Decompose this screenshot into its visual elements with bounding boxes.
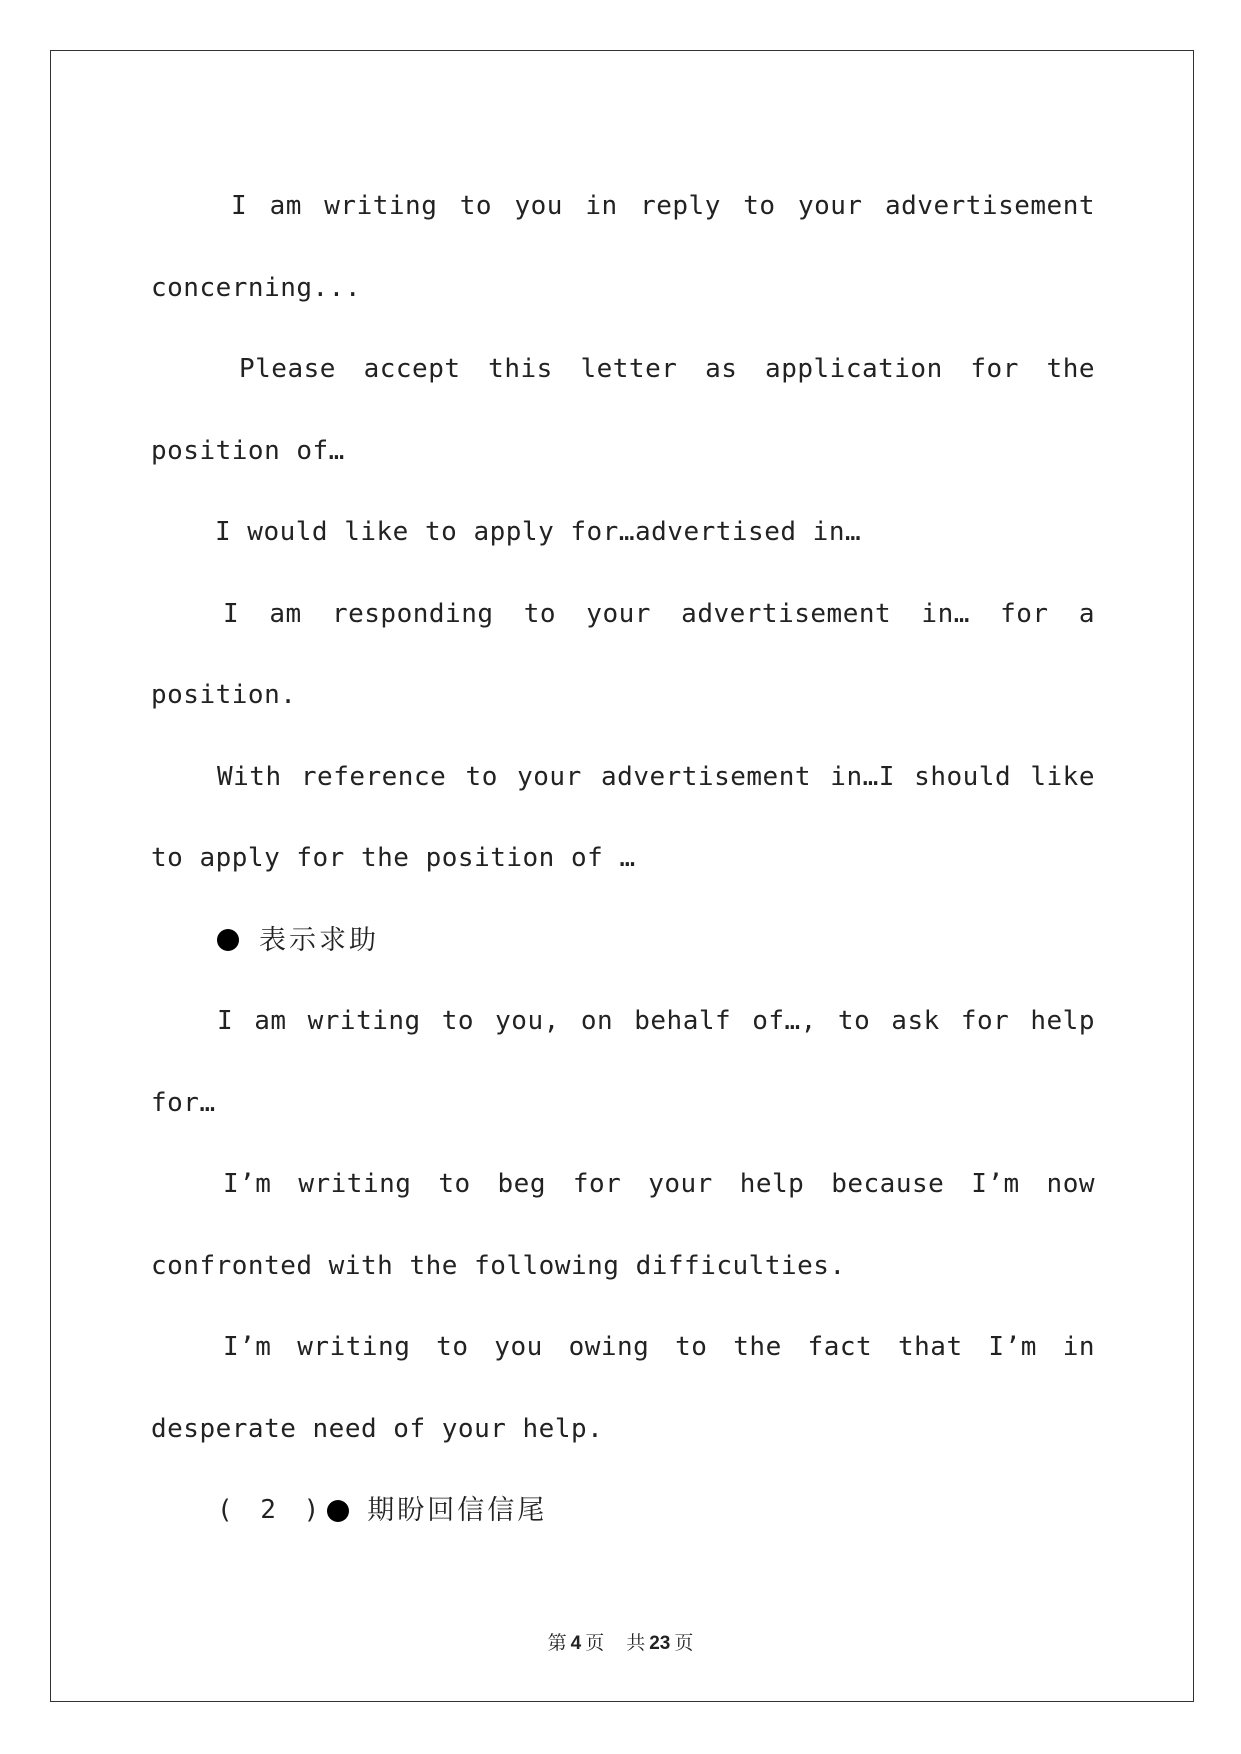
heading-closing-text: 期盼回信信尾 (367, 1495, 548, 1526)
paragraph-with-reference: With reference to your advertisement in…I should like to apply for the position of … (151, 761, 1095, 873)
paragraph-beg-for-help: I’m writing to beg for your help because I’m now confronted with the following difficulties. (151, 1169, 1095, 1281)
footer-prefix: 第 (547, 1632, 567, 1654)
section-number: ( 2 ) (217, 1495, 326, 1525)
paragraph-apply-for: I would like to apply for…advertised in… (215, 517, 862, 547)
footer-total-prefix: 共 (626, 1632, 646, 1654)
paragraph-desperate-need: I’m writing to you owing to the fact that I’m in desperate need of your help. (151, 1332, 1095, 1444)
paragraph-reply-advertisement: I am writing to you in reply to your advertisement concerning... (151, 191, 1095, 303)
heading-help-text: 表示求助 (259, 924, 379, 956)
paragraph-responding-advertisement: I am responding to your advertisement in… for a position. (151, 598, 1095, 710)
page-footer (0, 1628, 1241, 1655)
footer-page-unit: 页 (585, 1632, 605, 1654)
footer-total-unit: 页 (674, 1632, 694, 1654)
section-heading-closing (151, 1470, 1095, 1552)
total-pages-number: 23 (649, 1633, 671, 1654)
paragraph-on-behalf: I am writing to you, on behalf of…, to ask for help for… (151, 1006, 1095, 1118)
bullet-icon (327, 1500, 349, 1522)
current-page-number: 4 (570, 1633, 582, 1654)
section-heading-help (151, 900, 1095, 982)
document-body (151, 166, 1095, 1552)
bullet-icon (217, 929, 239, 951)
paragraph-accept-application: Please accept this letter as application for the position of… (151, 354, 1095, 466)
